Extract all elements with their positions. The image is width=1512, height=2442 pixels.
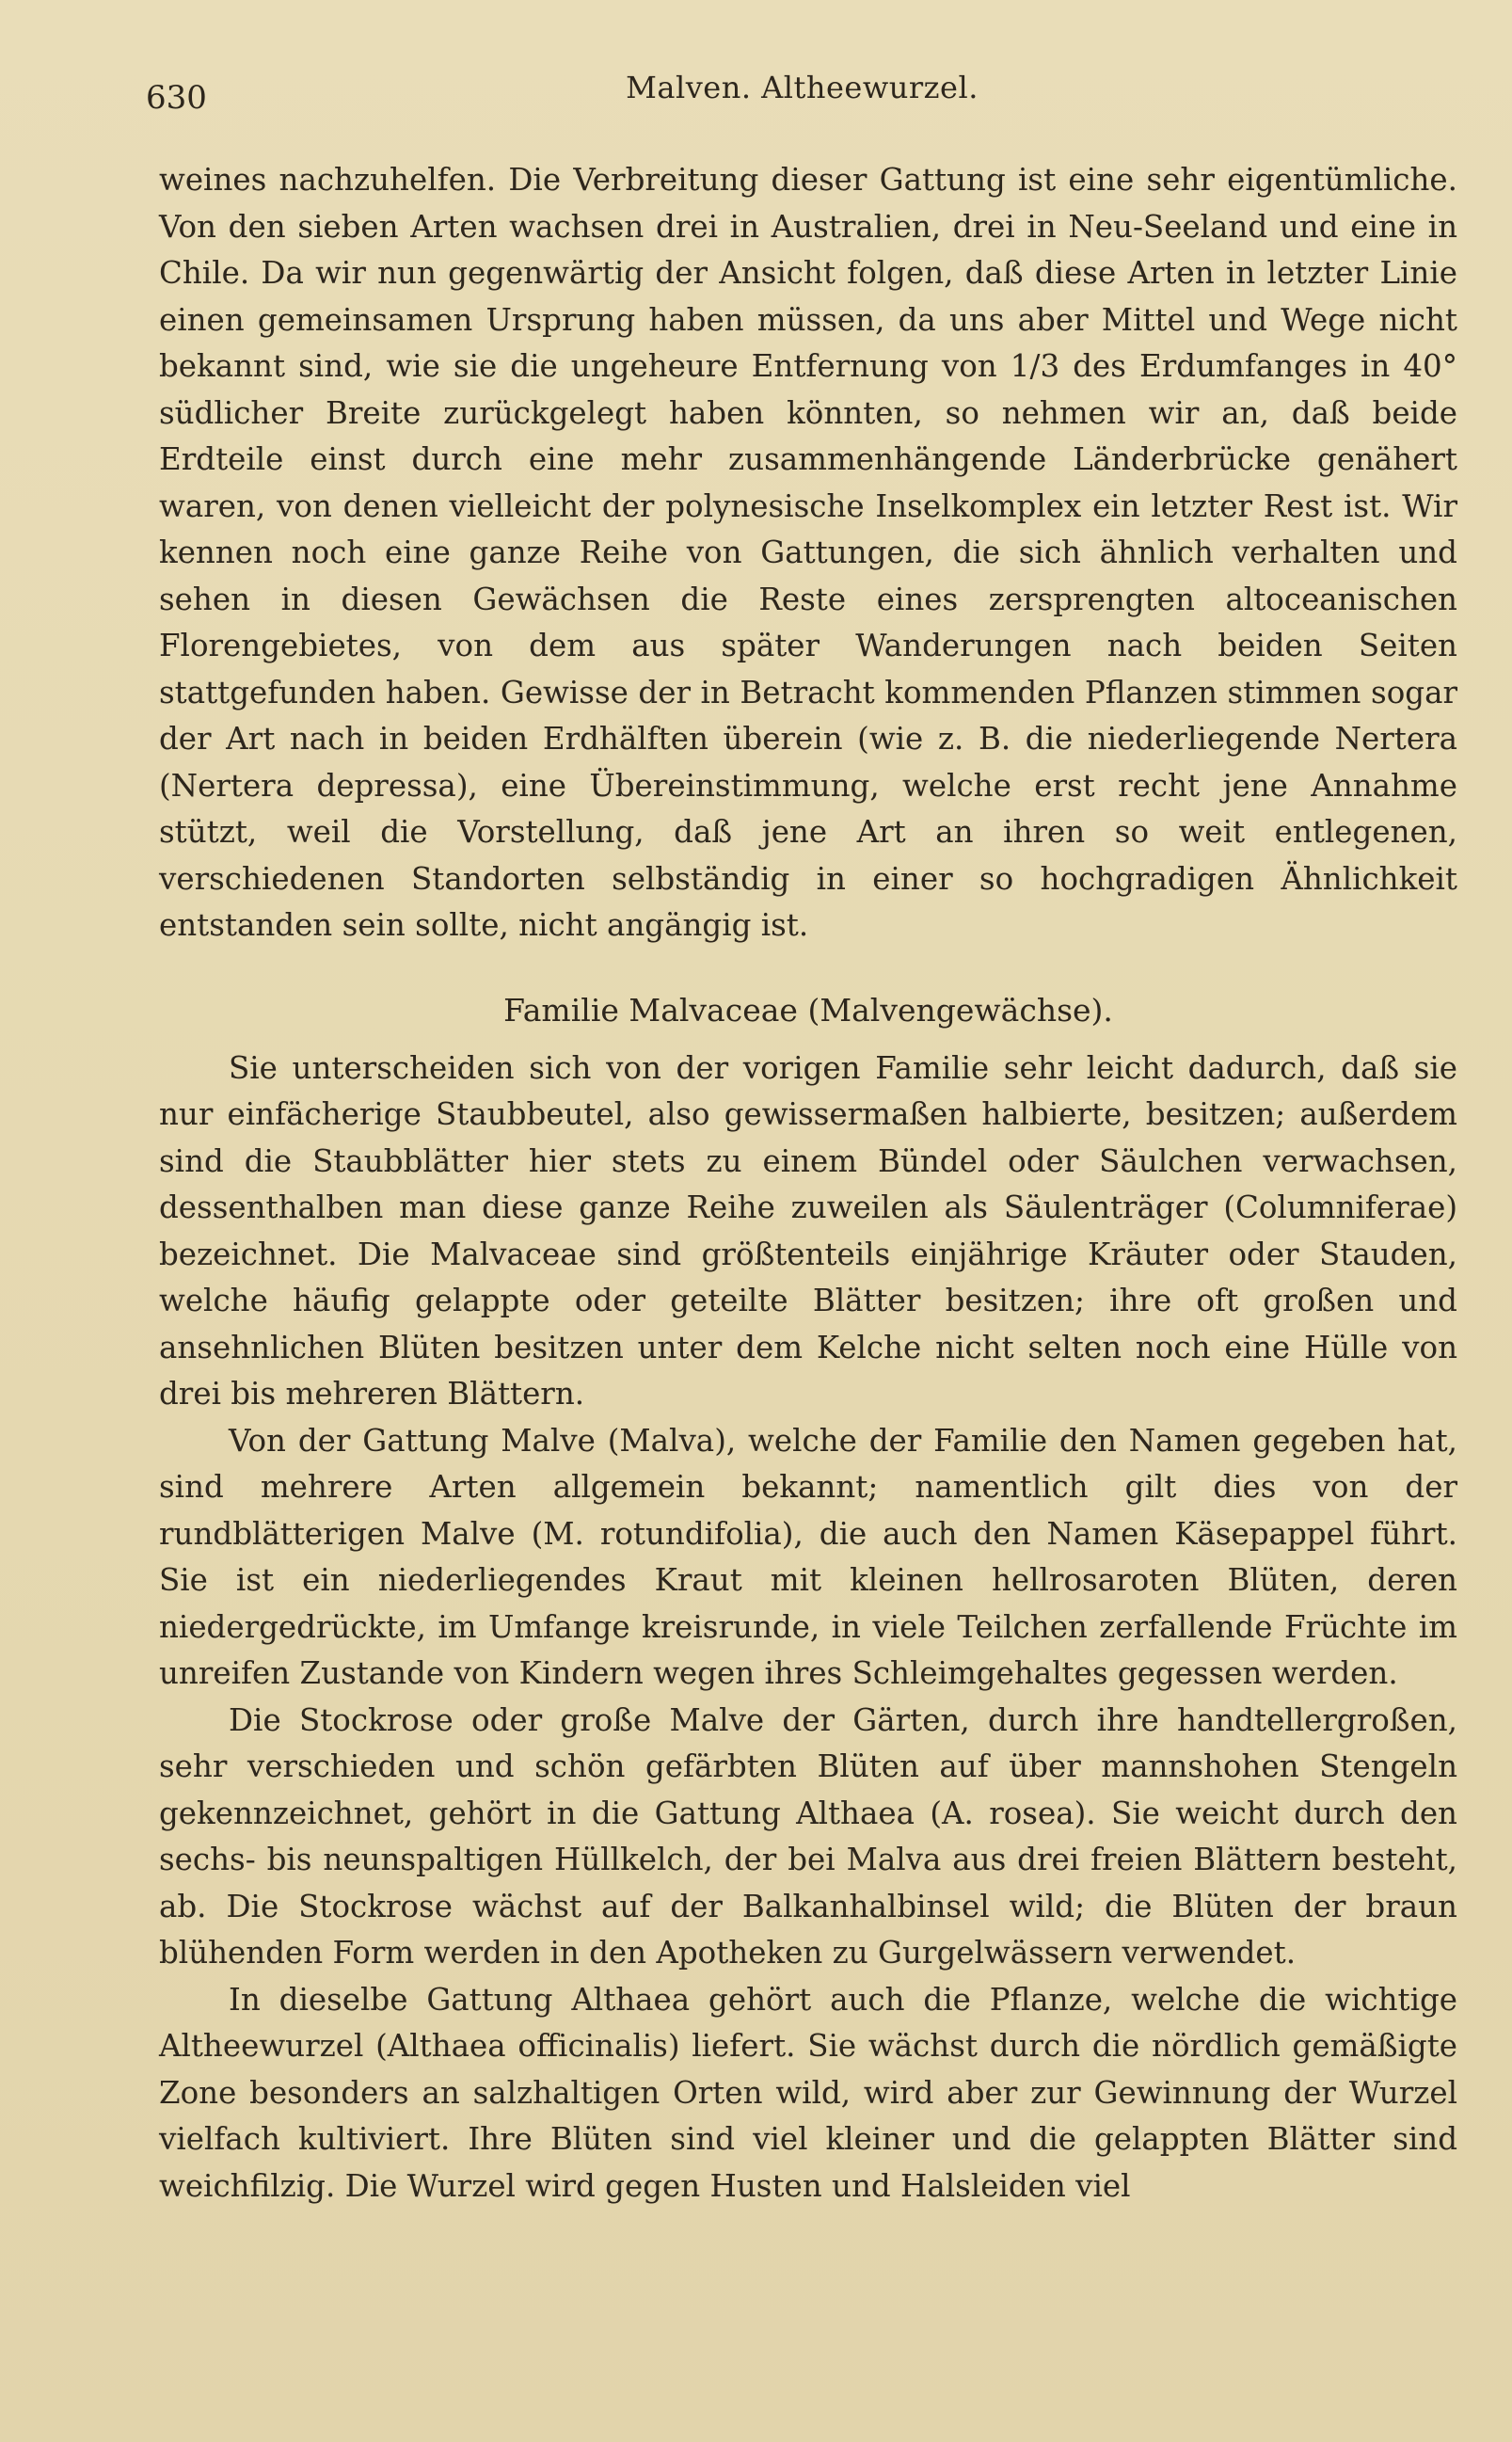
paragraph-nertera: weines nachzuhelfen. Die Verbreitung dieser Gattung ist eine sehr eigentümliche. Von den sieben Arten wachsen drei in Australien, drei in Neu-Seeland und eine in Chile. Da wir nun gegenwärtig der Ansicht folgen, daß diese Arten in letzter Linie einen gemeinsamen Ursprung haben müssen, da uns aber Mittel und Wege nicht bekannt sind, wie sie die ungeheure Entfernung von 1/3 des Erdumfanges in 40° südlicher Breite zurückgelegt haben könnten, so nehmen wir an, daß beide Erdteile einst durch eine mehr zusammenhängende Länderbrücke genähert waren, von denen vielleicht der polynesische Inselkomplex ein letzter Rest ist. Wir kennen noch eine ganze Reihe von Gattungen, die sich ähnlich verhalten und sehen in diesen Gewächsen die Reste eines zersprengten altoceanischen Florengebietes, von dem aus später Wanderungen nach beiden Seiten stattgefunden haben. Gewisse der in Betracht kommenden Pflanzen stimmen sogar der Art nach in beiden Erdhälften überein (wie z. B. die niederliegende Nertera (Nertera depressa), eine Übereinstimmung, welche erst recht jene Annahme stützt, weil die Vorstellung, daß jene Art an ihren so weit entlegenen, verschiedenen Standorten selbständig in einer so hochgradigen Ähnlichkeit entstanden sein sollte, nicht angängig ist.: [159, 162, 1457, 943]
section-heading-malvaceae: Familie Malvaceae (Malvengewächse).: [503, 991, 1113, 1029]
page-number: 630: [146, 79, 207, 117]
page-header: [146, 70, 1458, 126]
running-head: Malven. Altheewurzel.: [626, 70, 979, 105]
paragraph-malvaceae-description: Sie unterscheiden sich von der vorigen Familie sehr leicht dadurch, daß sie nur einfächerige Staubbeutel, also gewissermaßen halbierte, besitzen; außerdem sind die Staubblätter hier stets zu einem Bündel oder Säulchen verwachsen, dessenthalben man diese ganze Reihe zuweilen als Säulenträger (Columniferae) bezeichnet. Die Malvaceae sind größtenteils einjährige Kräuter oder Stauden, welche häufig gelappte oder geteilte Blätter besitzen; ihre oft großen und ansehnlichen Blüten besitzen unter dem Kelche nicht selten noch eine Hülle von drei bis mehreren Blättern.: [159, 1049, 1457, 1412]
paragraph-stockrose: Die Stockrose oder große Malve der Gärten, durch ihre handtellergroßen, sehr verschieden und schön gefärbten Blüten auf über mannshohen Stengeln gekennzeichnet, gehört in die Gattung Althaea (A. rosea). Sie weicht durch den sechs- bis neunspaltigen Hüllkelch, der bei Malva aus drei freien Blättern besteht, ab. Die Stockrose wächst auf der Balkanhalbinsel wild; die Blüten der braun blühenden Form werden in den Apotheken zu Gurgelwässern verwendet.: [159, 1701, 1457, 1971]
paragraph-malva: Von der Gattung Malve (Malva), welche der Familie den Namen gegeben hat, sind mehrere Arten allgemein bekannt; namentlich gilt dies von der rundblätterigen Malve (M. rotundifolia), die auch den Namen Käsepappel führt. Sie ist ein niederliegendes Kraut mit kleinen hellrosaroten Blüten, deren niedergedrückte, im Umfange kreisrunde, in viele Teilchen zerfallende Früchte im unreifen Zustande von Kindern wegen ihres Schleimgehaltes gegessen werden.: [159, 1422, 1457, 1691]
body-text: [159, 157, 1457, 2210]
paragraph-altheewurzel: In dieselbe Gattung Althaea gehört auch die Pflanze, welche die wichtige Altheewurzel (Althaea officinalis) liefert. Sie wächst durch die nördlich gemäßigte Zone besonders an salzhaltigen Orten wild, wird aber zur Gewinnung der Wurzel vielfach kultiviert. Ihre Blüten sind viel kleiner und die gelappten Blätter sind weichfilzig. Die Wurzel wird gegen Husten und Halsleiden viel: [159, 1981, 1457, 2204]
